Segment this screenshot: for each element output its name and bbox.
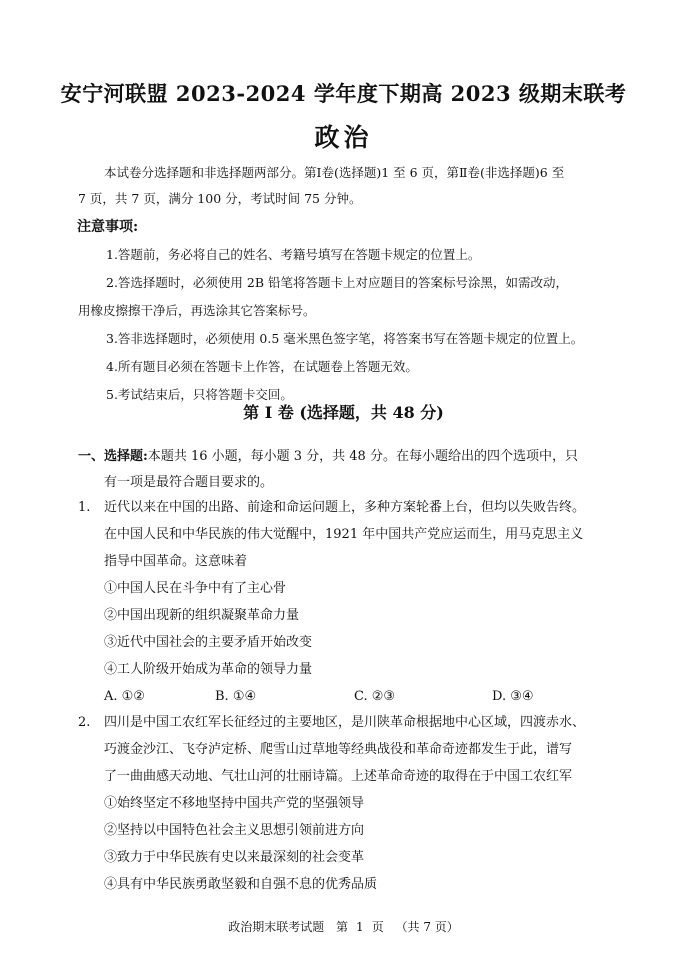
choice-d: D. ③④ <box>492 689 534 704</box>
question-stem: 巧渡金沙江、飞夺泸定桥、爬雪山过草地等经典战役和革命奇迹都发生于此，谱写 <box>104 742 573 757</box>
subject-title: 政治 <box>314 123 373 152</box>
page-footer <box>0 918 687 935</box>
footer-page-number: 1 <box>356 920 364 934</box>
intro-line: 7 页，共 7 页，满分 100 分，考试时间 75 分钟。 <box>78 191 362 206</box>
question-stem: 近代以来在中国的出路、前途和命运问题上，多种方案轮番上台，但均以失败告终。 <box>104 500 586 515</box>
notice-title: 注意事项: <box>77 219 139 235</box>
question-option: ②中国出现新的组织凝聚革命力量 <box>104 608 300 623</box>
section-heading: 第 I 卷 (选择题，共 48 分) <box>243 403 444 422</box>
question-option: ④具有中华民族勇敢坚毅和自强不息的优秀品质 <box>104 877 378 892</box>
question-option: ③近代中国社会的主要矛盾开始改变 <box>104 635 313 650</box>
notice-item: 5.考试结束后，只将答题卡交回。 <box>106 387 293 402</box>
question-1 <box>78 494 626 710</box>
footer-page-suffix: 页 <box>371 920 384 934</box>
choice-b: B. ①④ <box>215 689 257 704</box>
intro-paragraph <box>78 160 626 212</box>
footer-total-pages: （共 7 页） <box>395 920 459 934</box>
choice-a: A. ①② <box>104 689 145 704</box>
question-stem: 指导中国革命。这意味着 <box>104 554 248 569</box>
question-number: 1. <box>78 500 91 515</box>
footer-page-prefix: 第 <box>336 920 349 934</box>
question-stem: 在中国人民和中华民族的伟大觉醒中，1921 年中国共产党应运而生，用马克思主义 <box>104 527 584 542</box>
part-label: 一、选择题: <box>78 449 148 464</box>
question-option: ④工人阶级开始成为革命的领导力量 <box>104 662 313 677</box>
question-stem: 了一曲曲感天动地、气壮山河的壮丽诗篇。上述革命奇迹的取得在于中国工农红军 <box>104 769 573 784</box>
question-option: ②坚持以中国特色社会主义思想引领前进方向 <box>104 823 365 838</box>
notice-item: 2.答选择题时，必须使用 2B 铅笔将答题卡上对应题目的答案标号涂黑，如需改动， <box>106 275 569 290</box>
choice-c: C. ②③ <box>354 689 396 704</box>
notice-item: 用橡皮擦擦干净后，再选涂其它答案标号。 <box>78 303 316 318</box>
question-stem: 四川是中国工农红军长征经过的主要地区，是川陕革命根据地中心区域，四渡赤水、 <box>104 715 586 730</box>
answer-choices <box>78 683 626 710</box>
part-text: 本题共 16 小题，每小题 3 分，共 48 分。在每小题给出的四个选项中，只 <box>147 449 578 464</box>
question-option: ③致力于中华民族有史以来最深刻的社会变革 <box>104 850 365 865</box>
question-2 <box>78 709 626 898</box>
question-option: ①中国人民在斗争中有了主心骨 <box>104 581 287 596</box>
footer-doc-title: 政治期末联考试题 <box>228 920 325 934</box>
intro-line: 本试卷分选择题和非选择题两部分。第Ⅰ卷(选择题)1 至 6 页，第Ⅱ卷(非选择题)6 至 <box>104 165 565 180</box>
question-option: ①始终坚定不移地坚持中国共产党的坚强领导 <box>104 796 365 811</box>
notice-item: 4.所有题目必须在答题卡上作答，在试题卷上答题无效。 <box>106 359 418 374</box>
question-number: 2. <box>78 715 91 730</box>
notice-item: 3.答非选择题时，必须使用 0.5 毫米黑色签字笔，将答案书写在答题卡规定的位置上。 <box>106 331 584 346</box>
notice-item: 1.答题前，务必将自己的姓名、考籍号填写在答题卡规定的位置上。 <box>106 247 481 262</box>
notice-list <box>78 242 626 410</box>
part-text: 有一项是最符合题目要求的。 <box>104 475 274 490</box>
exam-title: 安宁河联盟 2023-2024 学年度下期高 2023 级期末联考 <box>60 81 627 106</box>
part-intro <box>78 444 626 496</box>
